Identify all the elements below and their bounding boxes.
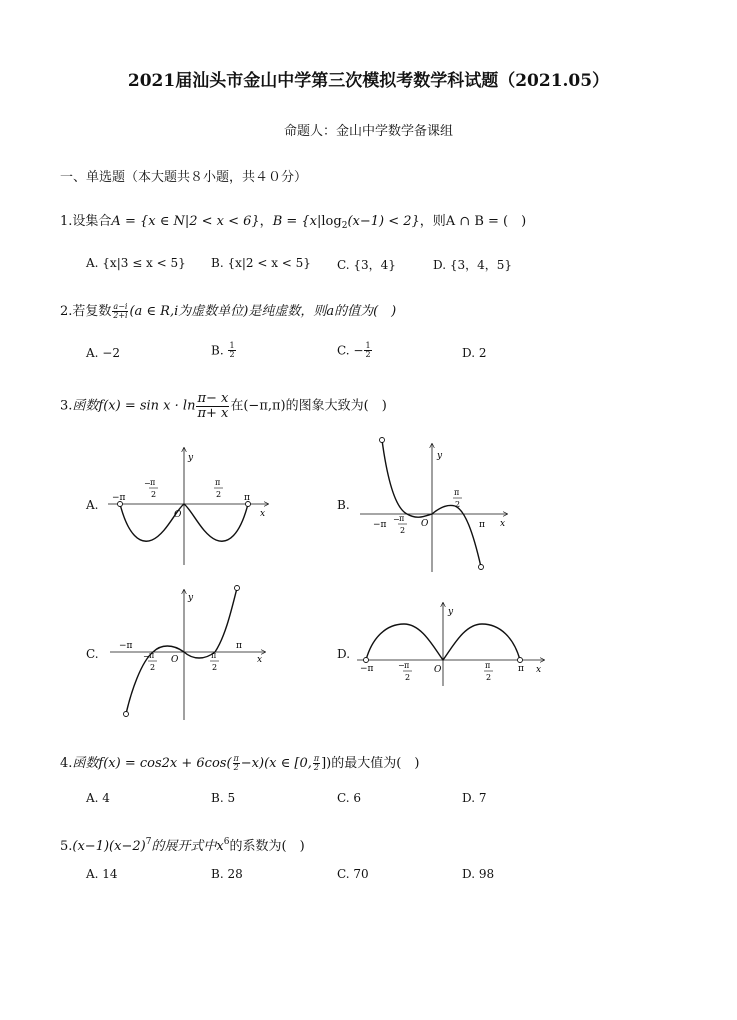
- complex-fraction: [112, 303, 128, 321]
- question-tail: ，则A ∩ B = ( ): [419, 214, 527, 229]
- question-number: 1.: [60, 214, 73, 229]
- option-a: A. 14: [86, 867, 118, 881]
- question-number: 2.: [60, 304, 73, 319]
- question-number: 4.: [60, 756, 73, 771]
- tick-minus: −: [393, 515, 400, 524]
- option-d: D. 7: [462, 791, 487, 805]
- option-d: D. 2: [462, 346, 487, 360]
- exponent: 7: [145, 837, 152, 847]
- tick-neg-pi: −π: [119, 641, 133, 651]
- question-tail: ])的最大值为( ): [321, 756, 420, 771]
- log-base: 2: [341, 221, 348, 231]
- option-label: C. −: [337, 343, 364, 358]
- curve: [382, 440, 481, 567]
- tick-half-den: 2: [400, 526, 406, 535]
- tick-half-den: 2: [212, 663, 218, 672]
- question-4: [60, 752, 419, 772]
- question-mid: −x)(x ∈ [0,: [240, 756, 312, 771]
- option-a: A. −2: [86, 346, 120, 360]
- fraction-denominator: π+ x: [197, 405, 229, 421]
- option-a: A. 4: [86, 791, 110, 805]
- set-b-suffix: (x−1) < 2}: [347, 214, 420, 229]
- question-number: 3.: [60, 398, 73, 414]
- tick-neg-pi: −π: [373, 520, 387, 530]
- option-b: B. {x|2 < x < 5}: [211, 256, 311, 270]
- tick-half-num: π: [454, 488, 460, 497]
- question-text: 若复数: [72, 304, 112, 319]
- tick-half-den: 2: [151, 490, 157, 499]
- fraction-numerator: 1: [365, 341, 371, 350]
- tick-half-num: π: [215, 478, 221, 487]
- exponent: 6: [223, 837, 230, 847]
- origin-label: O: [434, 665, 442, 675]
- graph-d: [352, 598, 552, 688]
- option-a: A. {x|3 ≤ x < 5}: [86, 256, 186, 270]
- option-c: C. 70: [337, 867, 369, 881]
- question-tail: 的系数为( ): [229, 839, 305, 854]
- open-endpoint: [124, 712, 129, 717]
- tick-minus: −: [398, 661, 405, 670]
- option-d: D. {3，4，5}: [433, 258, 512, 272]
- section-heading: 一、单选题（本大题共８小题，共４０分）: [60, 170, 308, 185]
- question-text: 函数f(x) = sin x · ln: [72, 398, 196, 414]
- question-text: 函数f(x) = cos2x + 6cos(: [72, 756, 232, 771]
- option-b: B. 5: [211, 791, 236, 805]
- set-b-prefix: B = {x|: [272, 214, 322, 229]
- graph-label-d: D.: [337, 647, 351, 661]
- option-c: [337, 342, 373, 360]
- question-3: [60, 392, 387, 420]
- fraction-numerator: π: [313, 753, 320, 763]
- set-a: A = {x ∈ N|2 < x < 6}: [111, 214, 260, 229]
- tick-neg-pi: −π: [112, 493, 126, 503]
- graph-c: [105, 582, 275, 722]
- x-axis-label: x: [536, 665, 542, 675]
- tick-half-num: π: [404, 661, 410, 670]
- tick-pi: π: [518, 664, 524, 674]
- option-label: B.: [211, 343, 224, 358]
- question-text: 设集合: [72, 214, 112, 229]
- x-axis-label: x: [260, 509, 266, 519]
- tick-pi: π: [244, 493, 250, 503]
- option-b: B. 28: [211, 867, 243, 881]
- fraction-denominator: 2: [229, 350, 235, 360]
- fraction-numerator: 1: [229, 341, 235, 350]
- x-axis-label: x: [257, 655, 263, 665]
- option-fraction: [364, 342, 371, 360]
- y-axis-label: y: [437, 451, 443, 461]
- option-b: [211, 342, 237, 360]
- tick-half-den: 2: [486, 673, 492, 682]
- option-c: C. {3，4}: [337, 258, 396, 272]
- question-1: [60, 210, 526, 231]
- log-label: log: [321, 214, 342, 229]
- page-title: 2021届汕头市金山中学第三次模拟考数学科试题（2021.05）: [127, 71, 610, 91]
- tick-half-num: π: [485, 661, 491, 670]
- tick-neg-pi: −π: [360, 664, 374, 674]
- log-fraction: [196, 392, 229, 420]
- tick-half-den: 2: [216, 490, 222, 499]
- fraction-numerator: π− x: [197, 391, 229, 406]
- tick-half-den: 2: [150, 663, 156, 672]
- open-endpoint: [518, 658, 523, 663]
- fraction-denominator: 2: [313, 763, 320, 772]
- option-d: D. 98: [462, 867, 495, 881]
- tick-half-den: 2: [405, 673, 411, 682]
- origin-label: O: [174, 510, 182, 520]
- option-c: C. 6: [337, 791, 362, 805]
- graph-label-c: C.: [86, 647, 99, 661]
- graph-label-a: A.: [86, 498, 99, 512]
- fraction-denominator: 2+i: [113, 311, 128, 320]
- question-tail: 在(−π,π)的图象大致为( ): [230, 398, 387, 414]
- fraction-pi-half: [233, 755, 240, 773]
- y-axis-label: y: [188, 593, 194, 603]
- fraction-numerator: a−i: [113, 301, 128, 311]
- fraction-numerator: π: [233, 753, 239, 763]
- x-axis-label: x: [500, 519, 506, 529]
- y-axis-label: y: [188, 453, 194, 463]
- tick-pi: π: [236, 641, 242, 651]
- tick-half-num: π: [149, 651, 155, 660]
- fraction-pi-half: [313, 755, 320, 773]
- separator: ，: [259, 214, 273, 229]
- graph-a: [100, 440, 280, 570]
- open-endpoint: [479, 565, 484, 570]
- option-fraction: [228, 342, 235, 360]
- fraction-denominator: 2: [365, 350, 371, 360]
- question-2: [60, 300, 396, 320]
- graph-b: [355, 432, 515, 574]
- tick-half-num: π: [399, 514, 405, 523]
- tick-half-num: π: [211, 651, 217, 660]
- open-endpoint: [235, 586, 240, 591]
- tick-pi: π: [479, 520, 485, 530]
- open-endpoint: [364, 658, 369, 663]
- question-number: 5.: [60, 839, 73, 854]
- tick-half-den: 2: [455, 500, 461, 509]
- curve: [126, 588, 237, 714]
- open-endpoint: [380, 438, 385, 443]
- question-tail: (a ∈ R,i为虚数单位)是纯虚数，则a的值为( ): [129, 304, 397, 319]
- tick-minus: −: [143, 652, 150, 661]
- y-axis-label: y: [448, 607, 454, 617]
- question-mid: 的展开式中x: [151, 839, 224, 854]
- origin-label: O: [171, 655, 179, 665]
- graph-label-b: B.: [337, 498, 350, 512]
- tick-half-num: π: [150, 478, 156, 487]
- question-5: [60, 835, 305, 854]
- fraction-denominator: 2: [233, 763, 239, 772]
- question-text: (x−1)(x−2): [72, 839, 146, 854]
- page-subtitle: 命题人：金山中学数学备课组: [283, 124, 453, 139]
- origin-label: O: [421, 519, 429, 529]
- tick-minus: −: [144, 479, 151, 488]
